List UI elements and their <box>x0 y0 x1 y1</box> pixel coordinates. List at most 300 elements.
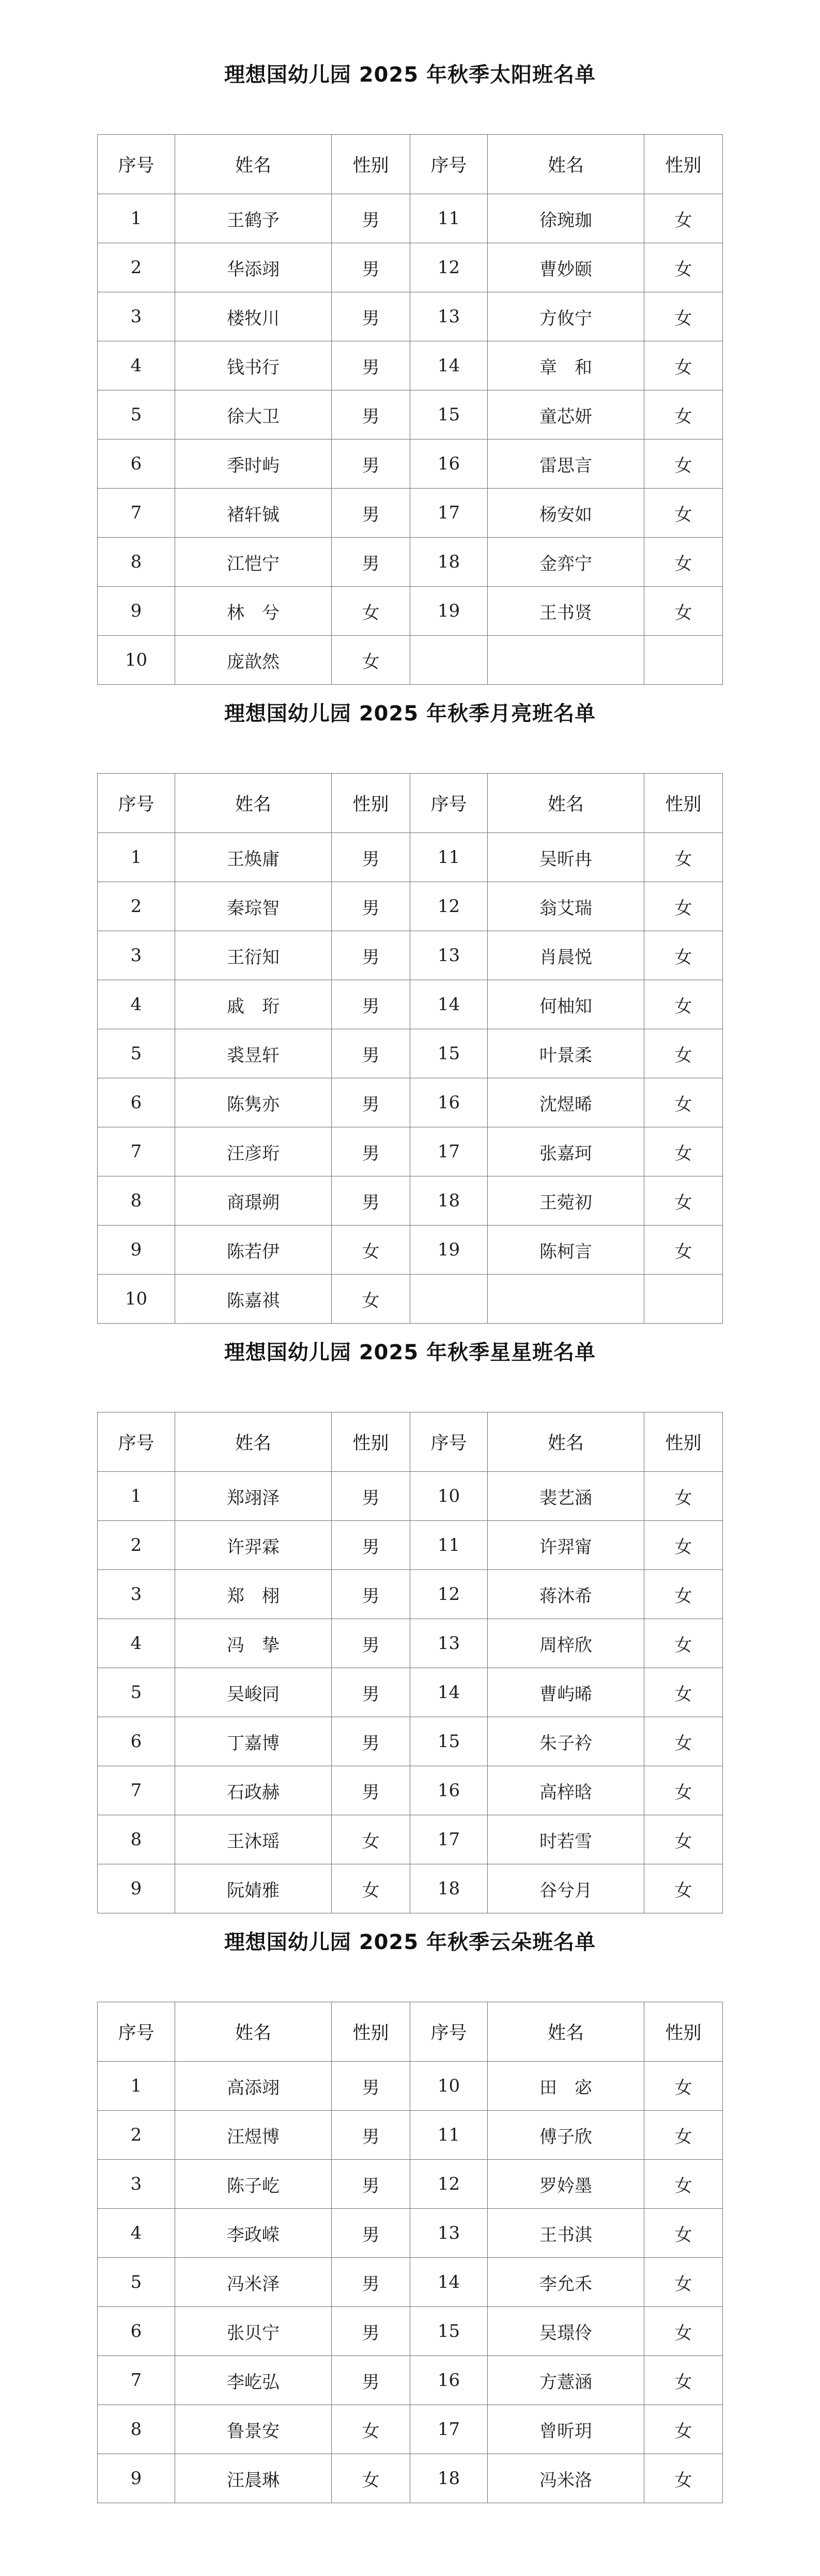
seq-cell: 10 <box>410 2062 488 2111</box>
seq-cell: 16 <box>410 2356 488 2405</box>
name-cell: 鲁景安 <box>175 2405 332 2454</box>
gender-cell: 男 <box>332 292 410 341</box>
table-row <box>98 2454 723 2503</box>
gender-cell: 女 <box>332 1864 410 1913</box>
name-cell: 肖晨悦 <box>488 931 644 980</box>
name-cell: 季时屿 <box>175 439 332 489</box>
table-row <box>98 1717 723 1766</box>
seq-cell: 15 <box>410 2307 488 2356</box>
table-row <box>98 2356 723 2405</box>
name-cell: 金弈宁 <box>488 538 644 587</box>
gender-cell: 男 <box>332 2307 410 2356</box>
name-cell: 张贝宁 <box>175 2307 332 2356</box>
gender-cell: 男 <box>332 1176 410 1226</box>
gender-cell: 男 <box>332 243 410 292</box>
name-cell: 楼牧川 <box>175 292 332 341</box>
seq-cell: 3 <box>98 931 175 980</box>
seq-cell: 19 <box>410 1226 488 1275</box>
seq-cell: 16 <box>410 439 488 489</box>
table-row <box>98 931 723 980</box>
table-row <box>98 2405 723 2454</box>
seq-cell: 13 <box>410 292 488 341</box>
name-cell: 王书贤 <box>488 587 644 636</box>
roster-body <box>98 833 723 1324</box>
seq-cell: 15 <box>410 390 488 439</box>
gender-cell: 女 <box>644 1029 723 1078</box>
table-row <box>98 1815 723 1864</box>
gender-cell: 女 <box>644 1668 723 1717</box>
gender-cell: 女 <box>644 390 723 439</box>
seq-cell: 5 <box>98 2258 175 2307</box>
gender-cell <box>644 1275 723 1324</box>
seq-cell: 5 <box>98 1029 175 1078</box>
roster-table <box>97 2002 723 2503</box>
name-cell: 华添翊 <box>175 243 332 292</box>
table-row <box>98 980 723 1029</box>
gender-cell: 女 <box>644 1127 723 1176</box>
table-row <box>98 1521 723 1570</box>
name-cell: 曹妙颐 <box>488 243 644 292</box>
name-cell: 郑翊泽 <box>175 1472 332 1521</box>
seq-cell: 17 <box>410 489 488 538</box>
table-row <box>98 194 723 243</box>
name-cell: 周梓欣 <box>488 1619 644 1668</box>
gender-cell: 女 <box>332 1226 410 1275</box>
gender-cell: 男 <box>332 1570 410 1619</box>
roster-table <box>97 773 723 1324</box>
seq-cell: 9 <box>98 1226 175 1275</box>
name-cell <box>488 636 644 685</box>
seq-cell: 2 <box>98 243 175 292</box>
seq-cell: 18 <box>410 1176 488 1226</box>
seq-cell: 10 <box>98 1275 175 1324</box>
gender-cell: 男 <box>332 2258 410 2307</box>
name-cell: 田 宓 <box>488 2062 644 2111</box>
seq-cell: 16 <box>410 1766 488 1815</box>
header-name: 姓名 <box>488 1412 644 1472</box>
name-cell: 戚 珩 <box>175 980 332 1029</box>
gender-cell: 女 <box>332 2405 410 2454</box>
name-cell: 时若雪 <box>488 1815 644 1864</box>
gender-cell: 女 <box>644 2111 723 2160</box>
name-cell: 高梓晗 <box>488 1766 644 1815</box>
gender-cell: 女 <box>644 2405 723 2454</box>
gender-cell: 男 <box>332 833 410 882</box>
name-cell: 张嘉珂 <box>488 1127 644 1176</box>
name-cell: 裴艺涵 <box>488 1472 644 1521</box>
seq-cell: 7 <box>98 2356 175 2405</box>
table-row <box>98 1029 723 1078</box>
roster-title: 理想国幼儿园 2025 年秋季月亮班名单 <box>224 702 596 726</box>
seq-cell: 17 <box>410 1815 488 1864</box>
seq-cell: 13 <box>410 931 488 980</box>
name-cell: 陈子屹 <box>175 2160 332 2209</box>
name-cell: 方薏涵 <box>488 2356 644 2405</box>
seq-cell: 5 <box>98 390 175 439</box>
seq-cell: 12 <box>410 1570 488 1619</box>
header-name: 姓名 <box>175 2002 332 2062</box>
gender-cell: 女 <box>644 2258 723 2307</box>
gender-cell: 男 <box>332 2062 410 2111</box>
seq-cell: 10 <box>410 1472 488 1521</box>
gender-cell: 男 <box>332 1029 410 1078</box>
header-row <box>98 1412 723 1472</box>
name-cell: 王书淇 <box>488 2209 644 2258</box>
table-row <box>98 1864 723 1913</box>
gender-cell: 男 <box>332 2209 410 2258</box>
gender-cell: 女 <box>644 2209 723 2258</box>
gender-cell: 女 <box>644 2454 723 2503</box>
name-cell: 陈若伊 <box>175 1226 332 1275</box>
header-name: 姓名 <box>175 774 332 833</box>
name-cell: 秦琮智 <box>175 882 332 931</box>
header-seq: 序号 <box>98 2002 175 2062</box>
name-cell: 商璟朔 <box>175 1176 332 1226</box>
gender-cell: 女 <box>332 1815 410 1864</box>
seq-cell: 10 <box>98 636 175 685</box>
gender-cell: 女 <box>644 489 723 538</box>
seq-cell: 12 <box>410 2160 488 2209</box>
name-cell: 方攸宁 <box>488 292 644 341</box>
table-row <box>98 2160 723 2209</box>
name-cell: 阮婧雅 <box>175 1864 332 1913</box>
seq-cell: 14 <box>410 980 488 1029</box>
roster-table <box>97 1412 723 1913</box>
seq-cell: 2 <box>98 2111 175 2160</box>
name-cell: 裘昱轩 <box>175 1029 332 1078</box>
seq-cell: 1 <box>98 2062 175 2111</box>
name-cell: 李政嵘 <box>175 2209 332 2258</box>
name-cell: 叶景柔 <box>488 1029 644 1078</box>
name-cell: 曹屿晞 <box>488 1668 644 1717</box>
gender-cell: 女 <box>644 1176 723 1226</box>
table-row <box>98 1668 723 1717</box>
header-name: 姓名 <box>488 774 644 833</box>
table-row <box>98 2062 723 2111</box>
seq-cell: 8 <box>98 1176 175 1226</box>
seq-cell: 1 <box>98 194 175 243</box>
seq-cell: 11 <box>410 1521 488 1570</box>
table-row <box>98 243 723 292</box>
seq-cell: 4 <box>98 2209 175 2258</box>
roster-title: 理想国幼儿园 2025 年秋季云朵班名单 <box>224 1930 596 1954</box>
seq-cell: 4 <box>98 980 175 1029</box>
table-row <box>98 390 723 439</box>
seq-cell <box>410 636 488 685</box>
gender-cell: 女 <box>644 1717 723 1766</box>
name-cell: 曾昕玥 <box>488 2405 644 2454</box>
gender-cell: 女 <box>644 1864 723 1913</box>
seq-cell: 12 <box>410 882 488 931</box>
gender-cell: 女 <box>644 1226 723 1275</box>
name-cell: 陈嘉祺 <box>175 1275 332 1324</box>
header-gender: 性别 <box>332 2002 410 2062</box>
header-gender: 性别 <box>644 135 723 194</box>
gender-cell: 男 <box>332 439 410 489</box>
gender-cell: 女 <box>644 341 723 390</box>
seq-cell: 9 <box>98 587 175 636</box>
table-row <box>98 2209 723 2258</box>
name-cell: 石政赫 <box>175 1766 332 1815</box>
gender-cell: 男 <box>332 1668 410 1717</box>
header-seq: 序号 <box>410 135 488 194</box>
seq-cell: 3 <box>98 1570 175 1619</box>
name-cell: 高添翊 <box>175 2062 332 2111</box>
roster-title: 理想国幼儿园 2025 年秋季太阳班名单 <box>224 63 596 87</box>
header-name: 姓名 <box>488 2002 644 2062</box>
seq-cell: 1 <box>98 1472 175 1521</box>
table-row <box>98 439 723 489</box>
name-cell: 庞歆然 <box>175 636 332 685</box>
header-gender: 性别 <box>332 774 410 833</box>
seq-cell: 13 <box>410 2209 488 2258</box>
table-row <box>98 489 723 538</box>
table-row <box>98 2307 723 2356</box>
gender-cell: 男 <box>332 1521 410 1570</box>
seq-cell: 18 <box>410 2454 488 2503</box>
name-cell: 李屹弘 <box>175 2356 332 2405</box>
gender-cell: 男 <box>332 341 410 390</box>
seq-cell: 11 <box>410 2111 488 2160</box>
gender-cell: 男 <box>332 931 410 980</box>
roster-title: 理想国幼儿园 2025 年秋季星星班名单 <box>224 1341 596 1364</box>
seq-cell: 8 <box>98 538 175 587</box>
header-name: 姓名 <box>175 135 332 194</box>
seq-cell: 14 <box>410 341 488 390</box>
seq-cell: 7 <box>98 489 175 538</box>
header-row <box>98 774 723 833</box>
seq-cell: 11 <box>410 194 488 243</box>
gender-cell: 男 <box>332 2356 410 2405</box>
seq-cell: 4 <box>98 1619 175 1668</box>
seq-cell: 2 <box>98 882 175 931</box>
name-cell: 童芯妍 <box>488 390 644 439</box>
name-cell: 王焕庸 <box>175 833 332 882</box>
header-gender: 性别 <box>332 135 410 194</box>
seq-cell: 5 <box>98 1668 175 1717</box>
name-cell: 王衍知 <box>175 931 332 980</box>
name-cell: 雷思言 <box>488 439 644 489</box>
header-name: 姓名 <box>175 1412 332 1472</box>
name-cell: 傅子欣 <box>488 2111 644 2160</box>
table-row <box>98 636 723 685</box>
seq-cell: 15 <box>410 1717 488 1766</box>
seq-cell: 15 <box>410 1029 488 1078</box>
name-cell: 许羿甯 <box>488 1521 644 1570</box>
gender-cell: 男 <box>332 194 410 243</box>
name-cell: 汪晨琳 <box>175 2454 332 2503</box>
gender-cell: 男 <box>332 1717 410 1766</box>
gender-cell: 男 <box>332 1472 410 1521</box>
table-row <box>98 1619 723 1668</box>
name-cell: 王鹤予 <box>175 194 332 243</box>
name-cell: 蒋沐希 <box>488 1570 644 1619</box>
name-cell: 何柚知 <box>488 980 644 1029</box>
seq-cell: 6 <box>98 2307 175 2356</box>
table-row <box>98 1570 723 1619</box>
gender-cell: 男 <box>332 1619 410 1668</box>
seq-cell <box>410 1275 488 1324</box>
header-gender: 性别 <box>644 2002 723 2062</box>
seq-cell: 2 <box>98 1521 175 1570</box>
name-cell: 冯米泽 <box>175 2258 332 2307</box>
name-cell: 谷兮月 <box>488 1864 644 1913</box>
seq-cell: 13 <box>410 1619 488 1668</box>
name-cell: 沈煜晞 <box>488 1078 644 1127</box>
roster-body <box>98 2062 723 2503</box>
seq-cell: 7 <box>98 1766 175 1815</box>
gender-cell: 女 <box>644 439 723 489</box>
seq-cell: 14 <box>410 1668 488 1717</box>
gender-cell: 男 <box>332 1078 410 1127</box>
header-gender: 性别 <box>332 1412 410 1472</box>
table-row <box>98 538 723 587</box>
name-cell: 陈隽亦 <box>175 1078 332 1127</box>
gender-cell: 女 <box>644 538 723 587</box>
seq-cell: 4 <box>98 341 175 390</box>
header-seq: 序号 <box>410 2002 488 2062</box>
seq-cell: 19 <box>410 587 488 636</box>
header-gender: 性别 <box>644 1412 723 1472</box>
table-row <box>98 341 723 390</box>
table-row <box>98 2111 723 2160</box>
gender-cell: 女 <box>644 980 723 1029</box>
seq-cell: 6 <box>98 439 175 489</box>
name-cell: 吴璟伶 <box>488 2307 644 2356</box>
gender-cell: 男 <box>332 489 410 538</box>
table-row <box>98 1127 723 1176</box>
seq-cell: 6 <box>98 1078 175 1127</box>
name-cell: 章 和 <box>488 341 644 390</box>
seq-cell: 12 <box>410 243 488 292</box>
table-row <box>98 1176 723 1226</box>
seq-cell: 18 <box>410 1864 488 1913</box>
gender-cell: 女 <box>332 587 410 636</box>
gender-cell: 女 <box>644 1078 723 1127</box>
name-cell <box>488 1275 644 1324</box>
name-cell: 钱书行 <box>175 341 332 390</box>
table-row <box>98 1472 723 1521</box>
header-seq: 序号 <box>410 1412 488 1472</box>
seq-cell: 9 <box>98 2454 175 2503</box>
gender-cell: 女 <box>644 833 723 882</box>
name-cell: 汪煜博 <box>175 2111 332 2160</box>
gender-cell: 男 <box>332 882 410 931</box>
gender-cell: 女 <box>644 2062 723 2111</box>
name-cell: 朱子衿 <box>488 1717 644 1766</box>
table-row <box>98 587 723 636</box>
name-cell: 王菀初 <box>488 1176 644 1226</box>
name-cell: 冯米洛 <box>488 2454 644 2503</box>
table-row <box>98 833 723 882</box>
seq-cell: 9 <box>98 1864 175 1913</box>
table-row <box>98 882 723 931</box>
gender-cell: 女 <box>644 587 723 636</box>
seq-cell: 8 <box>98 1815 175 1864</box>
gender-cell: 女 <box>644 1815 723 1864</box>
header-seq: 序号 <box>98 135 175 194</box>
name-cell: 江恺宁 <box>175 538 332 587</box>
name-cell: 翁艾瑞 <box>488 882 644 931</box>
seq-cell: 3 <box>98 292 175 341</box>
seq-cell: 16 <box>410 1078 488 1127</box>
header-seq: 序号 <box>410 774 488 833</box>
gender-cell: 女 <box>644 882 723 931</box>
roster-table <box>97 134 723 685</box>
gender-cell: 男 <box>332 538 410 587</box>
gender-cell: 女 <box>644 243 723 292</box>
name-cell: 陈柯言 <box>488 1226 644 1275</box>
name-cell: 褚轩铖 <box>175 489 332 538</box>
seq-cell: 17 <box>410 1127 488 1176</box>
gender-cell: 女 <box>644 1472 723 1521</box>
table-row <box>98 2258 723 2307</box>
header-row <box>98 135 723 194</box>
seq-cell: 14 <box>410 2258 488 2307</box>
name-cell: 郑 栩 <box>175 1570 332 1619</box>
name-cell: 林 兮 <box>175 587 332 636</box>
name-cell: 徐大卫 <box>175 390 332 439</box>
gender-cell: 女 <box>644 2307 723 2356</box>
name-cell: 王沐瑶 <box>175 1815 332 1864</box>
gender-cell: 男 <box>332 2111 410 2160</box>
roster-body <box>98 1472 723 1913</box>
seq-cell: 17 <box>410 2405 488 2454</box>
roster-body <box>98 194 723 685</box>
gender-cell <box>644 636 723 685</box>
gender-cell: 女 <box>644 292 723 341</box>
name-cell: 汪彦珩 <box>175 1127 332 1176</box>
table-row <box>98 1078 723 1127</box>
name-cell: 吴峻同 <box>175 1668 332 1717</box>
gender-cell: 女 <box>644 1570 723 1619</box>
header-seq: 序号 <box>98 774 175 833</box>
gender-cell: 女 <box>644 1766 723 1815</box>
gender-cell: 女 <box>644 1619 723 1668</box>
gender-cell: 女 <box>332 2454 410 2503</box>
table-row <box>98 1226 723 1275</box>
header-row <box>98 2002 723 2062</box>
name-cell: 李允禾 <box>488 2258 644 2307</box>
gender-cell: 男 <box>332 390 410 439</box>
name-cell: 杨安如 <box>488 489 644 538</box>
seq-cell: 8 <box>98 2405 175 2454</box>
table-row <box>98 292 723 341</box>
seq-cell: 7 <box>98 1127 175 1176</box>
table-row <box>98 1766 723 1815</box>
gender-cell: 女 <box>644 1521 723 1570</box>
table-row <box>98 1275 723 1324</box>
header-gender: 性别 <box>644 774 723 833</box>
name-cell: 许羿霖 <box>175 1521 332 1570</box>
name-cell: 丁嘉博 <box>175 1717 332 1766</box>
gender-cell: 女 <box>644 194 723 243</box>
seq-cell: 3 <box>98 2160 175 2209</box>
gender-cell: 男 <box>332 1766 410 1815</box>
seq-cell: 11 <box>410 833 488 882</box>
gender-cell: 女 <box>332 636 410 685</box>
gender-cell: 女 <box>644 931 723 980</box>
seq-cell: 18 <box>410 538 488 587</box>
gender-cell: 女 <box>332 1275 410 1324</box>
gender-cell: 女 <box>644 2356 723 2405</box>
name-cell: 吴昕冉 <box>488 833 644 882</box>
gender-cell: 女 <box>644 2160 723 2209</box>
gender-cell: 男 <box>332 980 410 1029</box>
seq-cell: 6 <box>98 1717 175 1766</box>
gender-cell: 男 <box>332 1127 410 1176</box>
name-cell: 徐琬珈 <box>488 194 644 243</box>
